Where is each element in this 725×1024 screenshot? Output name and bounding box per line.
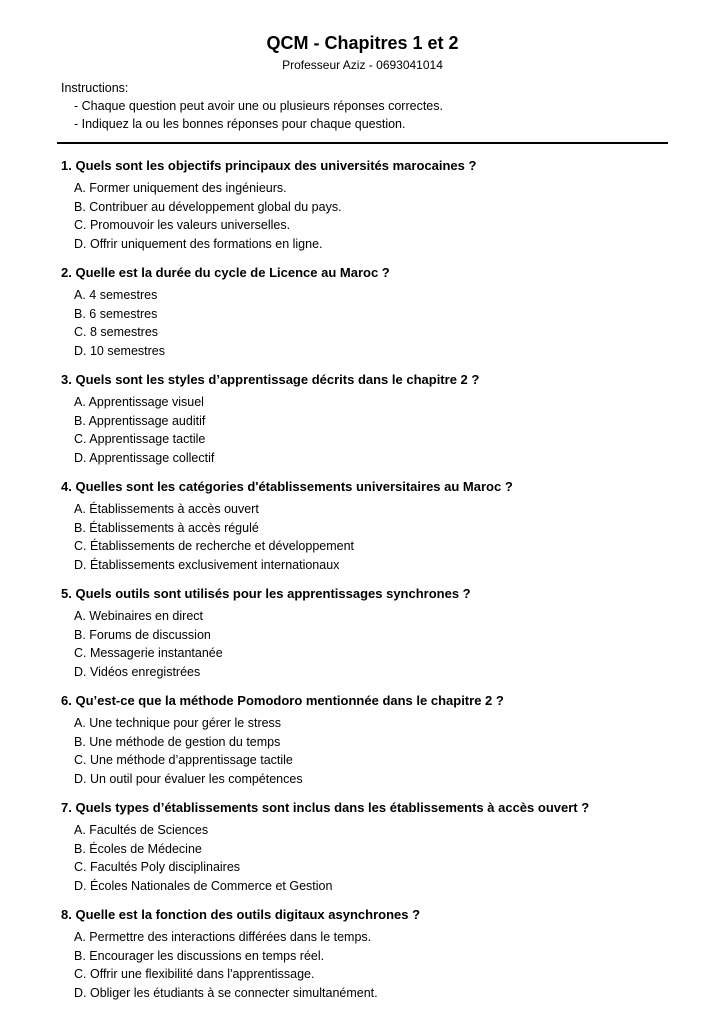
option-line: A. Webinaires en direct [74,609,203,624]
option-line: A. Facultés de Sciences [74,823,209,838]
question-heading: 5. Quels outils sont utilisés pour les apprentissages synchrones ? [61,586,471,602]
question-block [57,477,668,574]
page-subtitle: Professeur Aziz - 0693041014 [282,57,443,72]
option-line: A. Une technique pour gérer le stress [74,716,282,731]
option-line: D. Obliger les étudiants à se connecter simultanément. [74,985,378,1000]
option-line: D. 10 semestres [74,343,166,358]
option-line: D. Établissements exclusivement internationaux [74,557,340,572]
question-heading: 1. Quels sont les objectifs principaux des universités marocaines ? [61,158,477,174]
question-block [57,584,668,681]
question-heading: 4. Quelles sont les catégories d'établissements universitaires au Maroc ? [61,479,513,495]
option-line: D. Vidéos enregistrées [74,664,201,679]
option-line: A. Apprentissage visuel [74,395,204,410]
option-line: A. Former uniquement des ingénieurs. [74,181,287,196]
instruction-line: - Chaque question peut avoir une ou plusieurs réponses correctes. [74,99,443,114]
instructions-label: Instructions: [61,81,129,96]
option-line: C. Facultés Poly disciplinaires [74,860,241,875]
question-heading: 6. Qu’est-ce que la méthode Pomodoro mentionnée dans le chapitre 2 ? [61,693,504,709]
option-line: C. Établissements de recherche et développement [74,539,355,554]
option-line: C. Offrir une flexibilité dans l'apprentissage. [74,967,315,982]
option-line: B. Apprentissage auditif [74,413,206,428]
question-heading: 8. Quelle est la fonction des outils digitaux asynchrones ? [61,907,421,923]
question-block [57,905,668,1002]
question-heading: 2. Quelle est la durée du cycle de Licence au Maroc ? [61,265,390,281]
question-block [57,156,668,253]
instruction-line: - Indiquez la ou les bonnes réponses pour chaque question. [74,117,406,132]
option-line: C. Apprentissage tactile [74,432,206,447]
option-line: A. Établissements à accès ouvert [74,502,259,517]
option-line: B. Contribuer au développement global du pays. [74,199,342,214]
option-line: B. Encourager les discussions en temps réel. [74,948,325,963]
option-line: B. 6 semestres [74,306,158,321]
option-line: C. Une méthode d’apprentissage tactile [74,753,293,768]
option-line: C. Promouvoir les valeurs universelles. [74,218,291,233]
option-line: B. Forums de discussion [74,627,211,642]
question-block [57,370,668,467]
question-block [57,691,668,788]
option-line: A. 4 semestres [74,288,158,303]
question-block [57,263,668,360]
option-line: D. Apprentissage collectif [74,450,215,465]
question-heading: 7. Quels types d’établissements sont inclus dans les établissements à accès ouvert ? [61,800,590,816]
option-line: D. Offrir uniquement des formations en ligne. [74,236,323,251]
option-line: D. Un outil pour évaluer les compétences [74,771,303,786]
option-line: D. Écoles Nationales de Commerce et Gestion [74,878,333,893]
option-line: C. 8 semestres [74,325,159,340]
option-line: A. Permettre des interactions différées dans le temps. [74,930,372,945]
divider [57,142,668,144]
option-line: C. Messagerie instantanée [74,646,223,661]
option-line: B. Écoles de Médecine [74,841,202,856]
page-title: QCM - Chapitres 1 et 2 [266,33,459,53]
question-heading: 3. Quels sont les styles d’apprentissage décrits dans le chapitre 2 ? [61,372,480,388]
question-block [57,798,668,895]
option-line: B. Établissements à accès régulé [74,520,259,535]
option-line: B. Une méthode de gestion du temps [74,734,281,749]
